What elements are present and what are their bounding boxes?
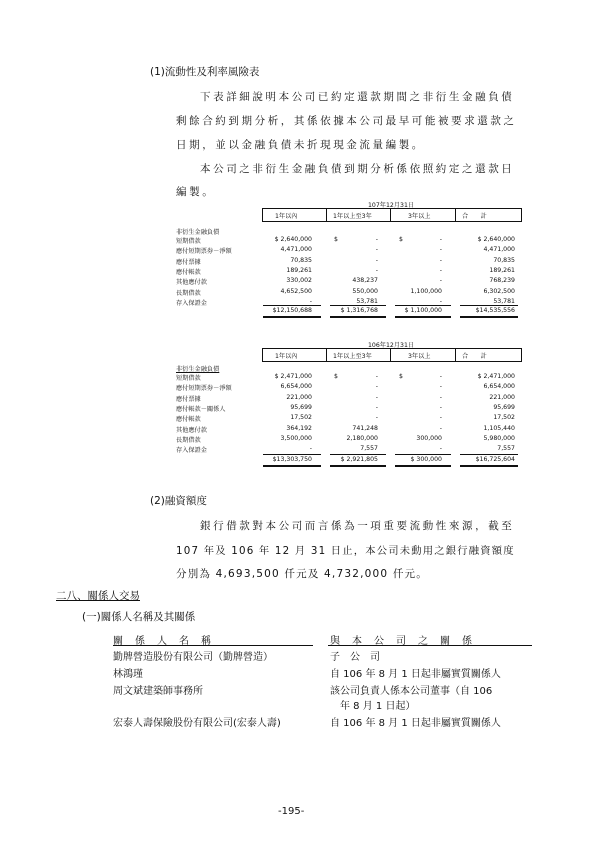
cell-over3yr: - bbox=[439, 424, 442, 432]
page-number: -195- bbox=[278, 806, 305, 817]
cell-1yr: 221,000 bbox=[286, 393, 312, 401]
col-header: 3年以上 bbox=[408, 213, 431, 220]
cell-1yr: - bbox=[309, 445, 312, 453]
cell-1to3yr: - bbox=[375, 373, 378, 380]
cell-total: $ 2,640,000 bbox=[477, 236, 515, 243]
cell-total: 53,781 bbox=[493, 297, 515, 305]
col-header: 1年以上至3年 bbox=[333, 353, 372, 360]
cell-over3yr: 300,000 bbox=[416, 434, 442, 442]
table-date: 106年12月31日 bbox=[368, 342, 415, 349]
cell-total: 221,000 bbox=[489, 393, 515, 401]
cell-1yr: 70,835 bbox=[290, 256, 312, 264]
related-party-relation: 自 106 年 8 月 1 日起非屬實質關係人 bbox=[330, 718, 501, 729]
cell-1yr: 330,002 bbox=[286, 277, 312, 285]
cell-total: 6,654,000 bbox=[483, 383, 515, 391]
row-label: 存入保證金 bbox=[176, 299, 207, 307]
cell-over3yr: - bbox=[439, 277, 442, 285]
cell-1to3yr: - bbox=[375, 266, 378, 274]
cell-1to3yr: 438,237 bbox=[352, 277, 378, 285]
cell-1yr: 6,654,000 bbox=[280, 383, 312, 391]
total-cell: $14,535,556 bbox=[475, 307, 515, 314]
related-party-relation: 子 公 司 bbox=[330, 652, 380, 663]
cell-over3yr: - bbox=[439, 256, 442, 264]
cell-1to3yr: - bbox=[375, 236, 378, 243]
related-party-name: 周文斌建築師事務所 bbox=[113, 686, 203, 697]
cell-over3yr: - bbox=[439, 445, 442, 453]
cell-total: 768,239 bbox=[489, 277, 515, 285]
paragraph-line: 分別為 4,693,500 仟元及 4,732,000 仟元。 bbox=[176, 568, 428, 580]
paragraph-line: 編製。 bbox=[176, 186, 216, 198]
col-header: 合 計 bbox=[462, 353, 487, 360]
row-label: 應付票據 bbox=[176, 395, 201, 403]
paragraph-line: 下表詳細說明本公司已約定還款期間之非衍生金融負債 bbox=[200, 91, 515, 103]
total-cell: $ 1,100,000 bbox=[404, 307, 442, 314]
col-header: 合 計 bbox=[462, 213, 487, 220]
paragraph-line: 107 年及 106 年 12 月 31 日止，本公司未動用之銀行融資額度 bbox=[176, 545, 515, 557]
cell-1yr: 189,261 bbox=[286, 266, 312, 274]
cell-over3yr: - bbox=[439, 246, 442, 254]
related-party-relation: 該公司負責人係本公司董事（自 106 bbox=[330, 686, 493, 697]
cell-total: 7,557 bbox=[497, 445, 515, 453]
cell-1to3yr: 2,180,000 bbox=[346, 434, 378, 442]
currency-sign: $ bbox=[399, 236, 403, 243]
cell-1yr: - bbox=[309, 297, 312, 305]
cell-1to3yr: 7,557 bbox=[360, 445, 378, 453]
paragraph-line: 日期，並以金融負債未折現現金流量編製。 bbox=[176, 139, 425, 151]
related-party-relation: 自 106 年 8 月 1 日起非屬實質關係人 bbox=[330, 669, 501, 680]
cell-over3yr: - bbox=[439, 383, 442, 391]
col-header: 3年以上 bbox=[408, 353, 431, 360]
cell-over3yr: - bbox=[439, 403, 442, 411]
cell-total: $ 2,471,000 bbox=[477, 373, 515, 380]
cell-total: 1,105,440 bbox=[483, 424, 515, 432]
col-header: 1年以內 bbox=[275, 213, 298, 220]
cell-1to3yr: - bbox=[375, 403, 378, 411]
related-party-name: 勤牌營造股份有限公司（勤牌營造） bbox=[113, 652, 273, 663]
cell-over3yr: - bbox=[439, 393, 442, 401]
row-label: 應付帳款－關係人 bbox=[176, 405, 226, 413]
row-label: 應付短期票券－淨額 bbox=[176, 385, 232, 393]
cell-1yr: 17,502 bbox=[290, 414, 312, 422]
cell-1to3yr: 53,781 bbox=[356, 297, 378, 305]
cell-1to3yr: 550,000 bbox=[352, 287, 378, 295]
cell-over3yr: - bbox=[439, 373, 442, 380]
col-relation-header: 與 本 公 司 之 關 係 bbox=[330, 636, 473, 647]
section-related-subtitle: (一)關係人名稱及其關係 bbox=[82, 611, 196, 623]
cell-total: 6,302,500 bbox=[483, 287, 515, 295]
row-label: 其他應付款 bbox=[176, 426, 207, 434]
total-cell: $13,303,750 bbox=[272, 456, 312, 463]
cell-over3yr: - bbox=[439, 414, 442, 422]
cell-total: 70,835 bbox=[493, 256, 515, 264]
section-liquidity-title: (1)流動性及利率風險表 bbox=[150, 66, 260, 78]
row-label: 存入保證金 bbox=[176, 447, 207, 455]
row-label: 其他應付款 bbox=[176, 279, 207, 287]
cell-total: 5,980,000 bbox=[483, 434, 515, 442]
cell-1yr: 3,500,000 bbox=[280, 434, 312, 442]
paragraph-line: 銀行借款對本公司而言係為一項重要流動性來源，截至 bbox=[200, 520, 515, 532]
section-label: 非衍生金融負債 bbox=[176, 366, 220, 373]
row-label: 長期借款 bbox=[176, 289, 201, 297]
col-header: 1年以上至3年 bbox=[333, 213, 372, 220]
row-label: 應付帳款 bbox=[176, 416, 201, 424]
section-related-title: 二八、關係人交易 bbox=[56, 590, 140, 602]
total-cell: $ 1,316,768 bbox=[340, 307, 378, 314]
currency-sign: $ bbox=[334, 373, 338, 380]
cell-total: 4,471,000 bbox=[483, 246, 515, 254]
section-financing-title: (2)融資額度 bbox=[150, 495, 207, 507]
cell-1yr: 95,699 bbox=[290, 403, 312, 411]
cell-1yr: 4,652,500 bbox=[280, 287, 312, 295]
col-name-header: 關 係 人 名 稱 bbox=[113, 636, 212, 647]
cell-over3yr: - bbox=[439, 236, 442, 243]
paragraph-line: 本公司之非衍生金融負債到期分析係依照約定之還款日 bbox=[200, 163, 515, 175]
cell-1to3yr: 741,248 bbox=[352, 424, 378, 432]
cell-1to3yr: - bbox=[375, 246, 378, 254]
cell-1to3yr: - bbox=[375, 414, 378, 422]
row-label: 應付短期票券－淨額 bbox=[176, 248, 232, 256]
section-label: 非衍生金融負債 bbox=[176, 229, 220, 236]
total-cell: $ 300,000 bbox=[410, 456, 442, 463]
related-party-name: 宏泰人壽保險股份有限公司(宏泰人壽) bbox=[113, 718, 281, 729]
cell-total: 189,261 bbox=[489, 266, 515, 274]
related-party-relation: 年 8 月 1 日起） bbox=[340, 701, 416, 712]
col-header: 1年以內 bbox=[275, 353, 298, 360]
row-label: 長期借款 bbox=[176, 436, 201, 444]
related-party-name: 林鴻瑾 bbox=[113, 669, 143, 680]
row-label: 應付票據 bbox=[176, 258, 201, 266]
cell-1to3yr: - bbox=[375, 393, 378, 401]
cell-1yr: 4,471,000 bbox=[280, 246, 312, 254]
cell-total: 17,502 bbox=[493, 414, 515, 422]
cell-1yr: 364,192 bbox=[286, 424, 312, 432]
total-cell: $ 2,921,805 bbox=[340, 456, 378, 463]
row-label: 短期借款 bbox=[176, 238, 201, 245]
cell-total: 95,699 bbox=[493, 403, 515, 411]
cell-1to3yr: - bbox=[375, 256, 378, 264]
row-label: 短期借款 bbox=[176, 375, 201, 382]
paragraph-line: 剩餘合約到期分析，其係依據本公司最早可能被要求還款之 bbox=[176, 115, 517, 127]
currency-sign: $ bbox=[399, 373, 403, 380]
cell-1to3yr: - bbox=[375, 383, 378, 391]
cell-over3yr: - bbox=[439, 266, 442, 274]
table-date: 107年12月31日 bbox=[368, 202, 415, 209]
total-cell: $16,725,604 bbox=[475, 456, 515, 463]
cell-1yr: $ 2,471,000 bbox=[274, 373, 312, 380]
currency-sign: $ bbox=[334, 236, 338, 243]
row-label: 應付帳款 bbox=[176, 268, 201, 276]
cell-over3yr: - bbox=[439, 297, 442, 305]
total-cell: $12,150,688 bbox=[272, 307, 312, 314]
cell-1yr: $ 2,640,000 bbox=[274, 236, 312, 243]
cell-over3yr: 1,100,000 bbox=[410, 287, 442, 295]
